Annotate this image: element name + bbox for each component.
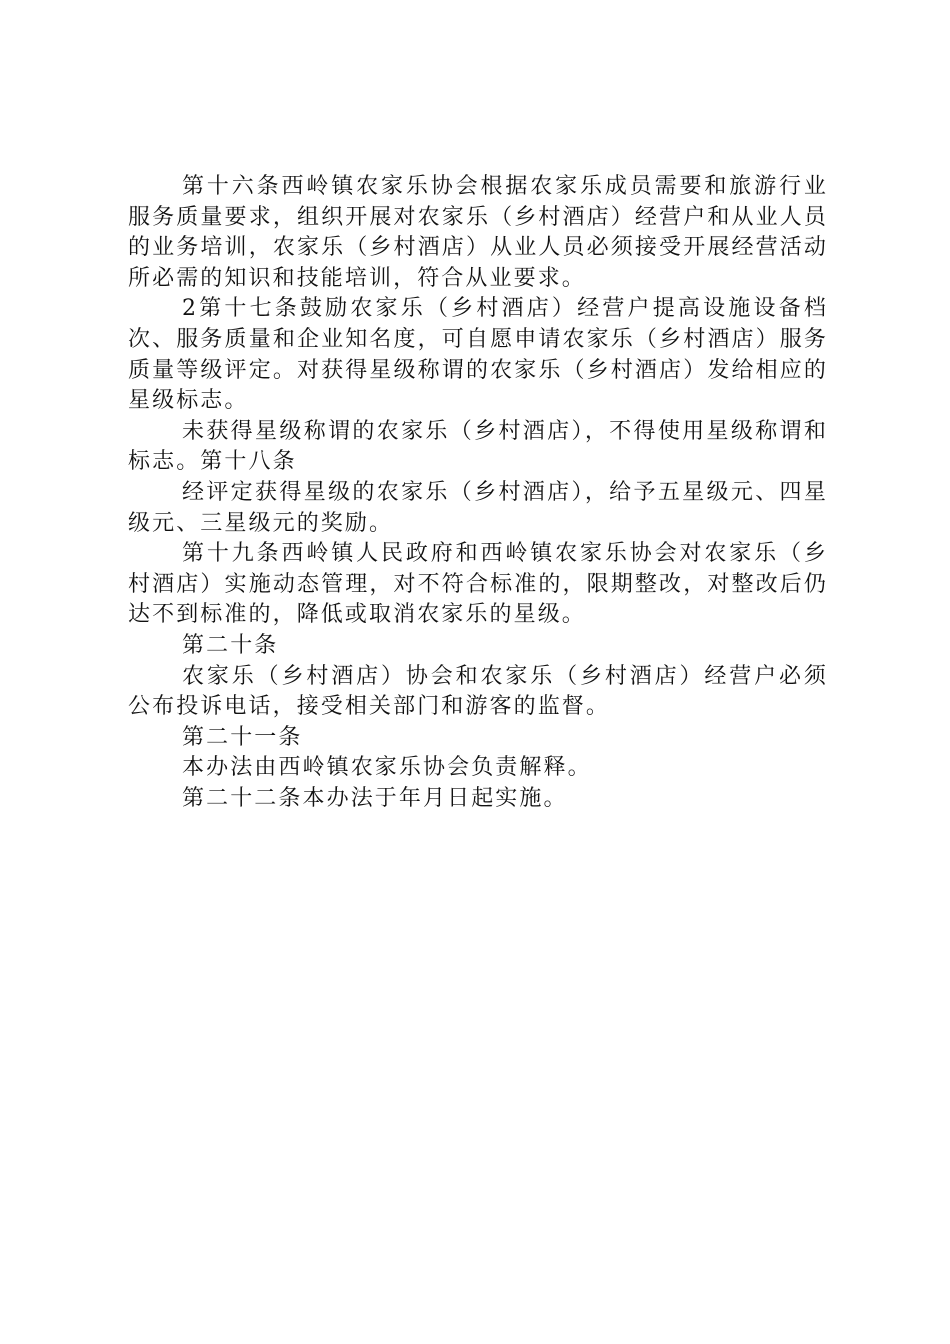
heading-article-20: 第二十条 bbox=[182, 632, 279, 658]
heading-article-21: 第二十一条 bbox=[182, 724, 303, 750]
paragraph-article-22: 第二十二条本办法于年月日起实施。 bbox=[182, 785, 568, 811]
paragraph-article-18-reward: 经评定获得星级的农家乐（乡村酒店），给予五星级元、四星级元、三星级元的奖励。 bbox=[128, 479, 828, 536]
paragraph-article-17: 2第十七条鼓励农家乐（乡村酒店）经营户提高设施设备档次、服务质量和企业知名度，可自愿申请农家乐（乡村酒店）服务质量等级评定。对获得星级称谓的农家乐（乡村酒店）发给相应的星级标志。 bbox=[128, 296, 828, 414]
paragraph-star-title-rule: 未获得星级称谓的农家乐（乡村酒店），不得使用星级称谓和标志。第十八条 bbox=[128, 418, 828, 475]
paragraph-article-21-content: 本办法由西岭镇农家乐协会负责解释。 bbox=[182, 755, 592, 781]
document-body bbox=[128, 172, 828, 814]
paragraph-article-20-content: 农家乐（乡村酒店）协会和农家乐（乡村酒店）经营户必须公布投诉电话，接受相关部门和游客的监督。 bbox=[128, 663, 828, 720]
paragraph-article-19: 第十九条西岭镇人民政府和西岭镇农家乐协会对农家乐（乡村酒店）实施动态管理，对不符合标准的，限期整改，对整改后仍达不到标准的，降低或取消农家乐的星级。 bbox=[128, 541, 828, 628]
paragraph-article-16: 第十六条西岭镇农家乐协会根据农家乐成员需要和旅游行业服务质量要求，组织开展对农家乐（乡村酒店）经营户和从业人员的业务培训，农家乐（乡村酒店）从业人员必须接受开展经营活动所必需的知识和技能培训，符合从业要求。 bbox=[128, 174, 828, 291]
